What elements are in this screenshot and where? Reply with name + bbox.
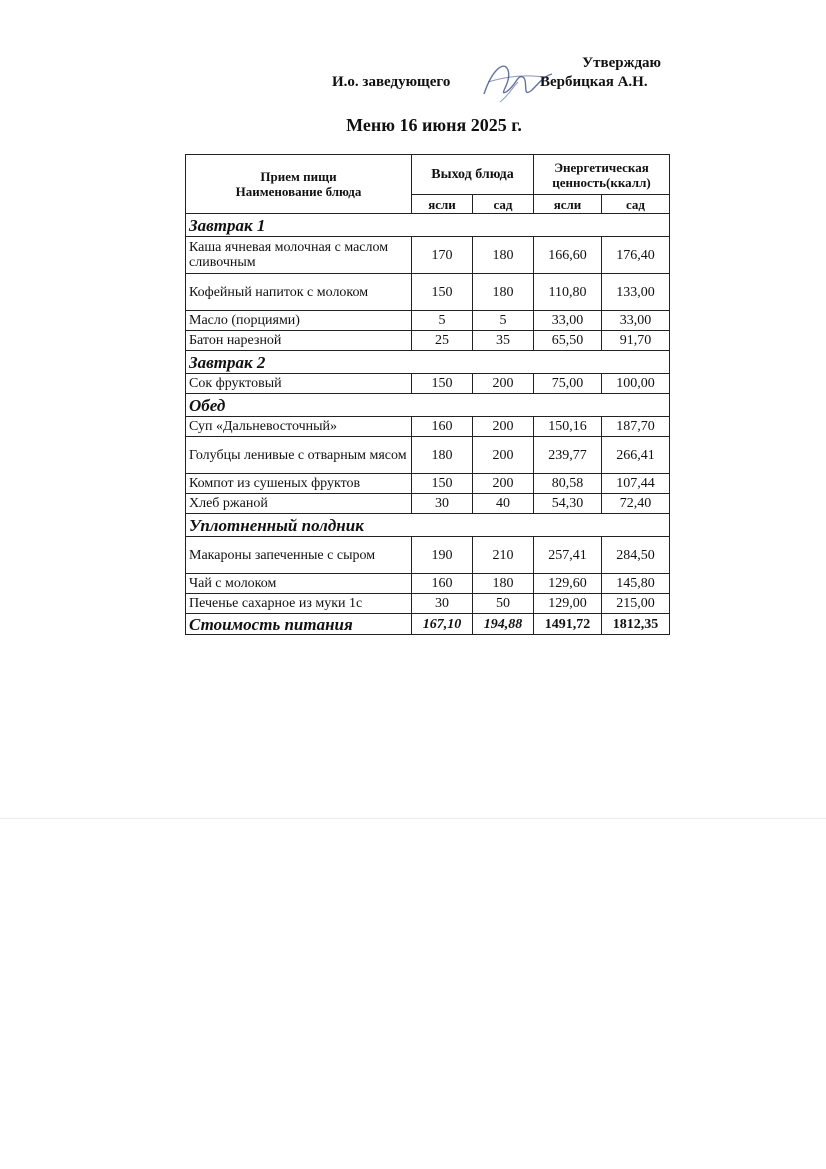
subheader-output-nursery: ясли: [412, 195, 473, 214]
kcal-nursery: 65,50: [534, 331, 602, 351]
kcal-garden: 33,00: [602, 311, 670, 331]
dish-name: Печенье сахарное из муки 1с: [186, 594, 412, 614]
output-garden: 50: [473, 594, 534, 614]
kcal-nursery: 33,00: [534, 311, 602, 331]
output-garden: 180: [473, 274, 534, 311]
kcal-garden: 133,00: [602, 274, 670, 311]
kcal-garden: 284,50: [602, 537, 670, 574]
kcal-garden: 215,00: [602, 594, 670, 614]
section-title: Уплотненный полдник: [186, 514, 670, 537]
total-output-garden: 194,88: [473, 614, 534, 635]
dish-name: Чай с молоком: [186, 574, 412, 594]
scan-edge-divider: [0, 818, 826, 819]
table-row: [186, 494, 670, 514]
meal-header-line1: Прием пищи: [260, 169, 337, 184]
kcal-nursery: 166,60: [534, 237, 602, 274]
kcal-nursery: 80,58: [534, 474, 602, 494]
menu-table: [185, 154, 670, 635]
kcal-garden: 176,40: [602, 237, 670, 274]
output-nursery: 160: [412, 574, 473, 594]
output-nursery: 30: [412, 594, 473, 614]
dish-name: Каша ячневая молочная с маслом сливочным: [186, 237, 412, 274]
dish-name: Компот из сушеных фруктов: [186, 474, 412, 494]
table-row: [186, 537, 670, 574]
output-nursery: 150: [412, 474, 473, 494]
total-output-nursery: 167,10: [412, 614, 473, 635]
output-garden: 200: [473, 474, 534, 494]
output-nursery: 30: [412, 494, 473, 514]
dish-name: Суп «Дальневосточный»: [186, 417, 412, 437]
kcal-garden: 145,80: [602, 574, 670, 594]
output-nursery: 150: [412, 274, 473, 311]
section-title: Завтрак 2: [186, 351, 670, 374]
subheader-output-garden: сад: [473, 195, 534, 214]
subheader-energy-nursery: ясли: [534, 195, 602, 214]
dish-name: Хлеб ржаной: [186, 494, 412, 514]
output-garden: 200: [473, 417, 534, 437]
kcal-nursery: 129,60: [534, 574, 602, 594]
subheader-energy-garden: сад: [602, 195, 670, 214]
total-row: [186, 614, 670, 635]
output-garden: 210: [473, 537, 534, 574]
output-garden: 5: [473, 311, 534, 331]
section-title: Обед: [186, 394, 670, 417]
section-title: Завтрак 1: [186, 214, 670, 237]
table-row: [186, 437, 670, 474]
output-garden: 200: [473, 437, 534, 474]
output-garden: 200: [473, 374, 534, 394]
output-column-header: Выход блюда: [412, 155, 534, 195]
kcal-nursery: 129,00: [534, 594, 602, 614]
dish-name: Кофейный напиток с молоком: [186, 274, 412, 311]
kcal-garden: 266,41: [602, 437, 670, 474]
dish-name: Голубцы ленивые с отварным мясом: [186, 437, 412, 474]
dish-name: Сок фруктовый: [186, 374, 412, 394]
approval-label: Утверждаю: [582, 55, 661, 71]
kcal-garden: 72,40: [602, 494, 670, 514]
output-nursery: 160: [412, 417, 473, 437]
kcal-nursery: 257,41: [534, 537, 602, 574]
total-kcal-nursery: 1491,72: [534, 614, 602, 635]
output-nursery: 25: [412, 331, 473, 351]
output-garden: 40: [473, 494, 534, 514]
output-garden: 180: [473, 574, 534, 594]
table-row: [186, 574, 670, 594]
total-label: Стоимость питания: [186, 614, 412, 635]
meal-column-header: [186, 155, 412, 214]
kcal-nursery: 239,77: [534, 437, 602, 474]
kcal-nursery: 54,30: [534, 494, 602, 514]
kcal-garden: 91,70: [602, 331, 670, 351]
dish-name: Масло (порциями): [186, 311, 412, 331]
total-kcal-garden: 1812,35: [602, 614, 670, 635]
energy-column-header: Энергетическая ценность(ккалл): [534, 155, 670, 195]
table-row: [186, 374, 670, 394]
table-row: [186, 331, 670, 351]
table-row: [186, 594, 670, 614]
output-nursery: 180: [412, 437, 473, 474]
kcal-nursery: 150,16: [534, 417, 602, 437]
table-row: [186, 237, 670, 274]
dish-name: Макароны запеченные с сыром: [186, 537, 412, 574]
table-row: [186, 274, 670, 311]
kcal-garden: 187,70: [602, 417, 670, 437]
head-name: Вербицкая А.Н.: [540, 74, 648, 90]
meal-header-line2: Наименование блюда: [235, 184, 362, 199]
acting-head-label: И.о. заведующего: [332, 74, 451, 90]
output-nursery: 170: [412, 237, 473, 274]
output-nursery: 190: [412, 537, 473, 574]
kcal-garden: 100,00: [602, 374, 670, 394]
kcal-garden: 107,44: [602, 474, 670, 494]
output-garden: 180: [473, 237, 534, 274]
table-row: [186, 474, 670, 494]
output-garden: 35: [473, 331, 534, 351]
output-nursery: 150: [412, 374, 473, 394]
table-row: [186, 417, 670, 437]
output-nursery: 5: [412, 311, 473, 331]
dish-name: Батон нарезной: [186, 331, 412, 351]
kcal-nursery: 75,00: [534, 374, 602, 394]
table-row: [186, 311, 670, 331]
page-title: Меню 16 июня 2025 г.: [346, 115, 522, 135]
kcal-nursery: 110,80: [534, 274, 602, 311]
